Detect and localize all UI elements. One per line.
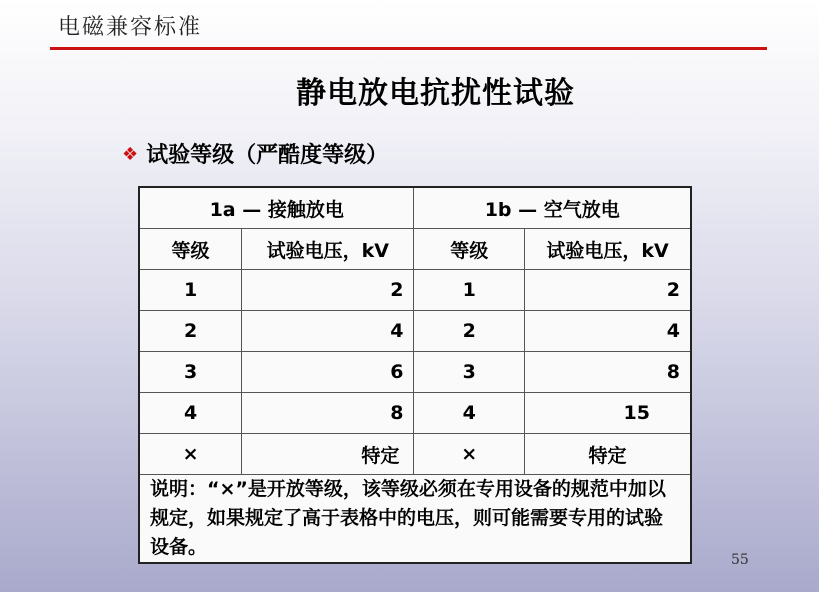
group-header-air: 1b — 空气放电 (414, 187, 691, 229)
table-row (139, 270, 691, 311)
table-group-header-row (139, 187, 691, 229)
table-column-header-row (139, 229, 691, 270)
column-header: 试验电压，kV (242, 229, 414, 270)
bullet-item (122, 138, 388, 169)
table-cell: 2 (525, 270, 692, 311)
header-divider (50, 47, 767, 50)
table-cell: 6 (242, 352, 414, 393)
table-cell: 3 (414, 352, 525, 393)
column-header: 试验电压，kV (525, 229, 692, 270)
table-cell: 2 (242, 270, 414, 311)
table-cell: 1 (414, 270, 525, 311)
slide-title: 静电放电抗扰性试验 (296, 76, 575, 111)
table-cell: × (139, 434, 242, 475)
header-title: 电磁兼容标准 (58, 15, 203, 40)
table-cell: 1 (139, 270, 242, 311)
table-row (139, 393, 691, 434)
table-row (139, 311, 691, 352)
table-cell: 2 (139, 311, 242, 352)
group-header-contact: 1a — 接触放电 (139, 187, 414, 229)
bullet-text: 试验等级（严酷度等级） (146, 143, 389, 168)
table-cell: 4 (525, 311, 692, 352)
table-cell: 15 (525, 393, 692, 434)
column-header: 等级 (139, 229, 242, 270)
table-cell: 4 (414, 393, 525, 434)
table-cell: 特定 (242, 434, 414, 475)
table-note: 说明：“×”是开放等级，该等级必须在专用设备的规范中加以规定，如果规定了高于表格中的电压，则可能需要专用的试验设备。 (139, 475, 691, 564)
diamond-bullet-icon: ❖ (122, 144, 139, 165)
column-header: 等级 (414, 229, 525, 270)
table-cell: 2 (414, 311, 525, 352)
table-note-row (139, 475, 691, 564)
table-cell: × (414, 434, 525, 475)
table-cell: 8 (242, 393, 414, 434)
page-number: 55 (731, 552, 749, 568)
table-row (139, 352, 691, 393)
table-cell: 4 (242, 311, 414, 352)
table-row (139, 434, 691, 475)
table-cell: 4 (139, 393, 242, 434)
table-cell: 3 (139, 352, 242, 393)
table-cell: 特定 (525, 434, 692, 475)
table-cell: 8 (525, 352, 692, 393)
test-level-table (138, 186, 692, 564)
